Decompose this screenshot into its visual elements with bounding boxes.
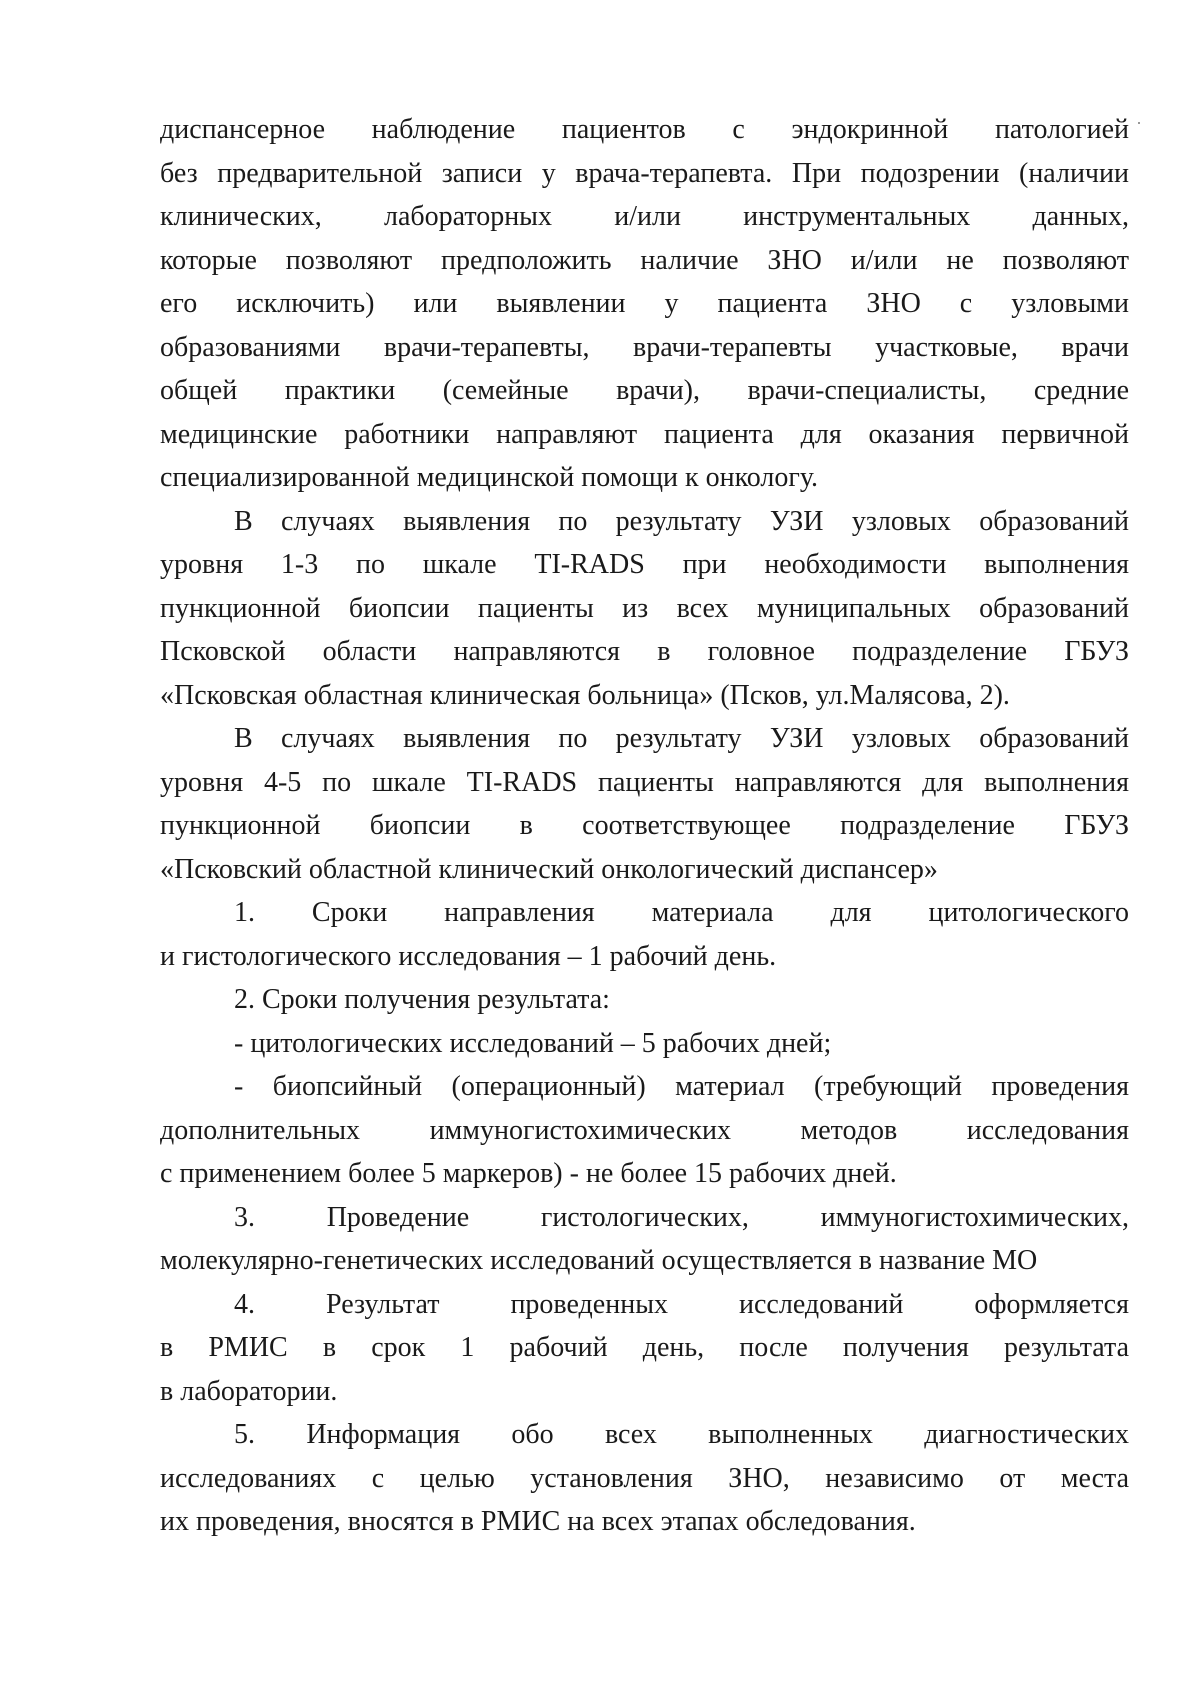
text-line: 2. Сроки получения результата: — [234, 984, 610, 1015]
text-line: его исключить) или выявлении у пациента ЗНО с узловыми — [160, 288, 1129, 319]
text-line: уровня 4-5 по шкале TI-RADS пациенты направляются для выполнения — [160, 766, 1129, 798]
text-line: общей практики (семейные врачи), врачи-специалисты, средние — [160, 375, 1129, 406]
text-line: исследованиях с целью установления ЗНО, независимо от места — [160, 1462, 1129, 1494]
text-line: «Псковский областной клинический онкологический диспансер» — [160, 853, 938, 885]
paragraph-p3 — [160, 717, 1129, 891]
paragraph-p5 — [160, 978, 1129, 1022]
text-line: и гистологического исследования – 1 рабочий день. — [160, 940, 777, 972]
text-line: без предварительной записи у врача-терапевта. При подозрении (наличии — [160, 157, 1129, 189]
document-body — [160, 108, 1129, 1544]
text-line: их проведения, вносятся в РМИС на всех этапах обследования. — [160, 1506, 916, 1537]
paragraph-p7 — [160, 1065, 1129, 1196]
paragraph-p9 — [160, 1283, 1129, 1414]
paragraph-p6 — [160, 1022, 1129, 1066]
text-line: с применением более 5 маркеров) - не более 15 рабочих дней. — [160, 1158, 897, 1189]
text-line: диспансерное наблюдение пациентов с эндокринной патологией — [160, 114, 1129, 145]
text-line: 1. Сроки направления материала для цитологического — [234, 897, 1129, 928]
text-line: в РМИС в срок 1 рабочий день, после получения результата — [160, 1332, 1129, 1363]
text-line: В случаях выявления по результату УЗИ узловых образований — [234, 505, 1129, 537]
text-line: образованиями врачи-терапевты, врачи-терапевты участковые, врачи — [160, 331, 1129, 363]
text-line: 5. Информация обо всех выполненных диагностических — [234, 1419, 1129, 1450]
text-line: В случаях выявления по результату УЗИ узловых образований — [234, 723, 1129, 754]
paragraph-p8 — [160, 1196, 1129, 1283]
text-line: медицинские работники направляют пациента для оказания первичной — [160, 418, 1129, 450]
text-line: «Псковская областная клиническая больница» (Псков, ул.Малясова, 2). — [160, 679, 1010, 711]
scan-speck — [1138, 122, 1140, 124]
text-line: пункционной биопсии в соответствующее подразделение ГБУЗ — [160, 810, 1129, 841]
text-line: дополнительных иммуногистохимических методов исследования — [160, 1114, 1129, 1146]
text-line: в лаборатории. — [160, 1375, 338, 1407]
text-line: 3. Проведение гистологических, иммуногистохимических, — [234, 1201, 1129, 1233]
text-line: молекулярно-генетических исследований осуществляется в название МО — [160, 1245, 1038, 1276]
paragraph-p2 — [160, 500, 1129, 718]
paragraph-p1 — [160, 108, 1129, 500]
text-line: Псковской области направляются в головное подразделение ГБУЗ — [160, 636, 1129, 667]
text-line: уровня 1-3 по шкале TI-RADS при необходимости выполнения — [160, 549, 1129, 580]
text-line: - биопсийный (операционный) материал (требующий проведения — [234, 1071, 1129, 1102]
text-line: пункционной биопсии пациенты из всех муниципальных образований — [160, 592, 1129, 624]
text-line: которые позволяют предположить наличие ЗНО и/или не позволяют — [160, 244, 1129, 276]
text-line: клинических, лабораторных и/или инструментальных данных, — [160, 201, 1129, 232]
text-line: - цитологических исследований – 5 рабочих дней; — [234, 1027, 832, 1059]
text-line: специализированной медицинской помощи к онкологу. — [160, 462, 819, 493]
paragraph-p4 — [160, 891, 1129, 978]
paragraph-p10 — [160, 1413, 1129, 1544]
text-line: 4. Результат проведенных исследований оформляется — [234, 1288, 1129, 1320]
